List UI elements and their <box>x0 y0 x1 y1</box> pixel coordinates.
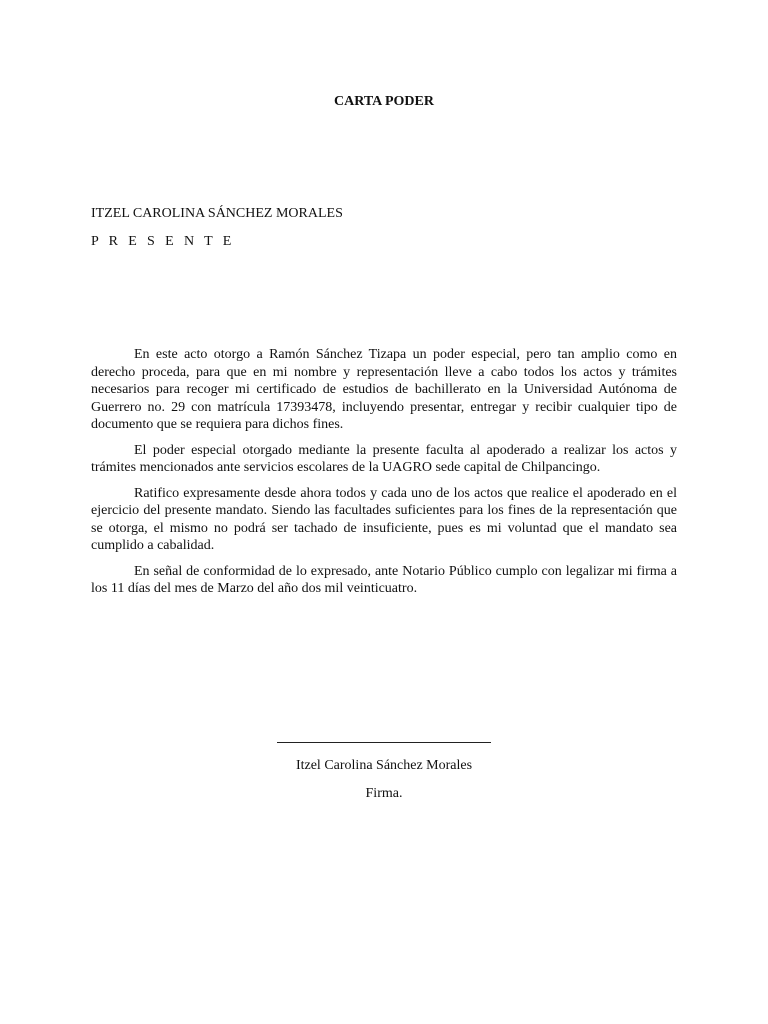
letter-body <box>91 346 677 606</box>
document-title: CARTA PODER <box>334 94 434 109</box>
body-paragraph: El poder especial otorgado mediante la presente faculta al apoderado a realizar los actos y trámites mencionados ante servicios escolares de la UAGRO sede capital de Chilpancingo. <box>91 442 677 475</box>
salutation: P R E S E N T E <box>91 234 235 249</box>
body-paragraph: Ratifico expresamente desde ahora todos y cada uno de los actos que realice el apoderado en el ejercicio del presente mandato. Siendo las facultades suficientes para los fines de la representación que se otorga, el mismo no podrá ser tachado de insuficiente, pues es mi voluntad que el mandato sea cumplido a cabalidad. <box>91 485 677 553</box>
signature-line <box>277 742 491 743</box>
body-paragraph: En este acto otorgo a Ramón Sánchez Tizapa un poder especial, pero tan amplio como en derecho proceda, para que en mi nombre y representación lleve a cabo todos los actos y trámites necesarios para recoger mi certificado de estudios de bachillerato en la Universidad Autónoma de Guerrero no. 29 con matrícula 17393478, incluyendo presentar, entregar y recibir cualquier tipo de documento que se requiera para dichos fines. <box>91 347 677 432</box>
body-paragraph: En señal de conformidad de lo expresado, ante Notario Público cumplo con legalizar mi firma a los 11 días del mes de Marzo del año dos mil veinticuatro. <box>91 563 677 596</box>
signer-name: Itzel Carolina Sánchez Morales <box>295 758 473 773</box>
recipient-name: ITZEL CAROLINA SÁNCHEZ MORALES <box>91 206 343 221</box>
signature-label: Firma. <box>365 786 403 801</box>
